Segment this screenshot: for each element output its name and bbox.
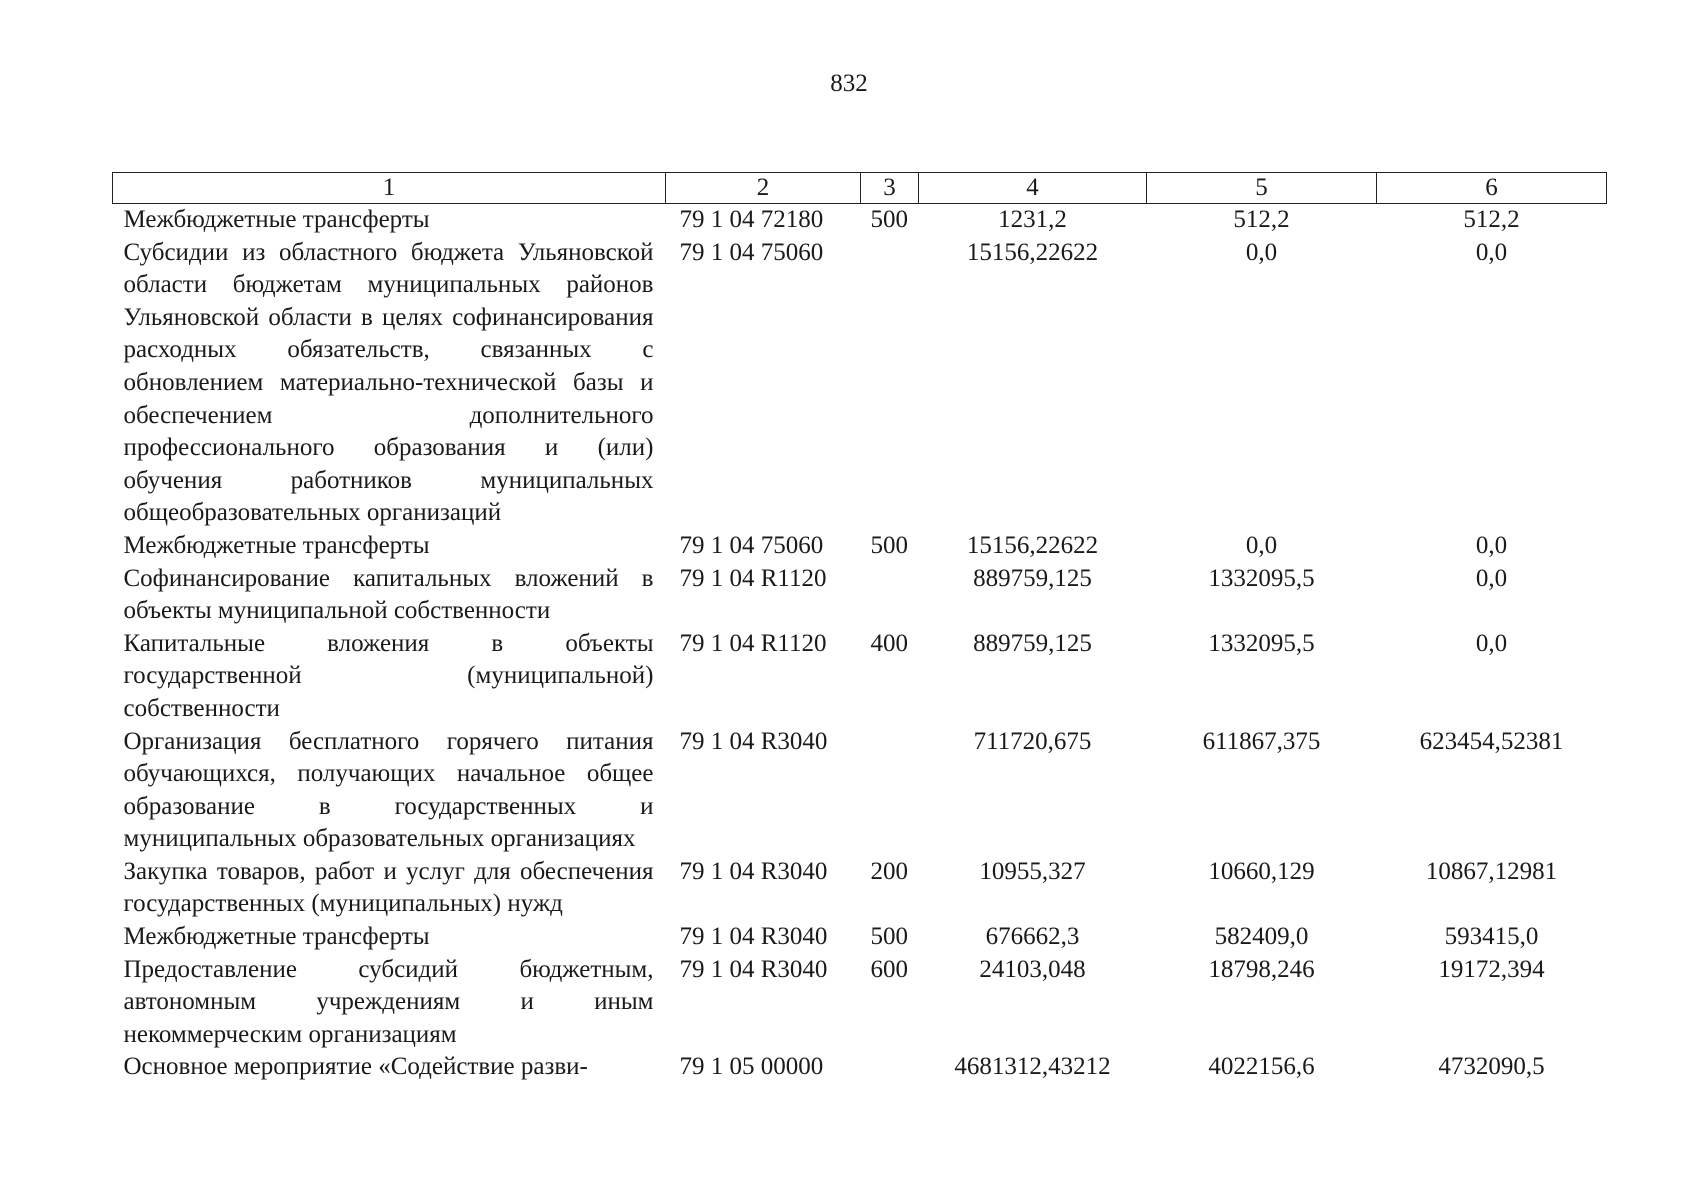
row-code: 79 1 04 R3040 — [679, 727, 828, 755]
budget-table — [112, 172, 1607, 1084]
row-code: 79 1 04 R1120 — [679, 564, 827, 592]
row-value-6: 593415,0 — [1444, 923, 1539, 951]
row-expense-type: 200 — [870, 857, 908, 885]
row-value-4: 15156,22622 — [966, 531, 1099, 559]
row-value-6: 512,2 — [1463, 206, 1520, 233]
row-value-6: 19172,394 — [1438, 955, 1545, 983]
row-value-6: 623454,52381 — [1419, 727, 1564, 755]
row-expense-type — [861, 726, 919, 856]
row-name: Основное мероприятие «Содействие разви- — [123, 1053, 588, 1081]
row-value-5: 10660,129 — [1208, 857, 1315, 885]
row-code: 79 1 04 R3040 — [679, 857, 828, 885]
column-header-3: 3 — [861, 173, 919, 204]
row-value-5: 512,2 — [1233, 206, 1290, 233]
row-expense-type: 500 — [870, 923, 908, 951]
row-value-4: 15156,22622 — [966, 238, 1099, 266]
row-value-4: 24103,048 — [979, 955, 1086, 983]
row-value-5: 0,0 — [1245, 531, 1278, 559]
row-code: 79 1 04 72180 — [679, 206, 824, 233]
table-row — [113, 530, 1607, 563]
row-value-6: 0,0 — [1475, 238, 1508, 266]
row-value-5: 18798,246 — [1208, 955, 1315, 983]
row-expense-type — [861, 563, 919, 628]
row-value-6: 0,0 — [1475, 564, 1508, 592]
row-name: Софинансирование капитальных вложений в объекты муниципальной собственности — [123, 564, 654, 625]
row-value-5: 582409,0 — [1214, 923, 1309, 951]
row-value-4: 889759,125 — [973, 629, 1092, 657]
row-expense-type: 500 — [870, 531, 908, 559]
column-header-5: 5 — [1147, 173, 1377, 204]
row-value-5: 1332095,5 — [1208, 629, 1315, 657]
row-name: Межбюджетные трансферты — [123, 531, 430, 559]
row-value-4: 10955,327 — [979, 857, 1086, 885]
table-row — [113, 628, 1607, 726]
row-value-6: 0,0 — [1475, 531, 1508, 559]
table-header — [113, 173, 1607, 204]
row-value-4: 1231,2 — [998, 206, 1067, 233]
row-name: Организация бесплатного горячего питания обучающихся, получающих начальное общее образование в государственных и муниципальных образовательных организациях — [123, 727, 654, 853]
table-row — [113, 726, 1607, 856]
row-expense-type: 600 — [870, 955, 908, 983]
row-expense-type: 400 — [870, 629, 908, 657]
row-name: Закупка товаров, работ и услуг для обеспечения государственных (муниципальных) нужд — [123, 857, 654, 918]
row-value-4: 889759,125 — [973, 564, 1092, 592]
row-value-5: 611867,375 — [1202, 727, 1321, 755]
column-header-6: 6 — [1377, 173, 1607, 204]
table-row — [113, 1051, 1607, 1084]
row-expense-type: 500 — [870, 206, 908, 233]
page-number: 832 — [830, 70, 868, 97]
row-code: 79 1 04 75060 — [679, 531, 824, 559]
row-name: Субсидии из областного бюджета Ульяновской области бюджетам муниципальных районов Ульяновской области в целях софинансирования расходных обязательств, связанных с обновлением материально-технической базы и обеспечением дополнительного профессионального образования и (или) обучения работников муниципальных общеобразовательных организаций — [123, 238, 654, 527]
row-expense-type — [861, 1051, 919, 1084]
row-name: Капитальные вложения в объекты государственной (муниципальной) собственности — [123, 629, 654, 722]
row-value-4: 4681312,43212 — [954, 1053, 1111, 1081]
row-name: Межбюджетные трансферты — [123, 206, 430, 233]
row-value-4: 711720,675 — [973, 727, 1092, 755]
row-value-5: 0,0 — [1245, 238, 1278, 266]
row-name: Межбюджетные трансферты — [123, 923, 430, 951]
row-code: 79 1 04 R3040 — [679, 955, 828, 983]
table-row — [113, 563, 1607, 628]
column-header-2: 2 — [666, 173, 861, 204]
row-value-5: 1332095,5 — [1208, 564, 1315, 592]
table-row — [113, 237, 1607, 530]
row-value-6: 4732090,5 — [1438, 1053, 1545, 1081]
column-header-4: 4 — [919, 173, 1147, 204]
row-code: 79 1 04 R1120 — [679, 629, 827, 657]
row-name: Предоставление субсидий бюджетным, автономным учреждениям и иным некоммерческим организациям — [123, 955, 654, 1048]
column-header-1: 1 — [113, 173, 666, 204]
row-code: 79 1 04 R3040 — [679, 923, 828, 951]
table-row — [113, 856, 1607, 921]
table-row — [113, 921, 1607, 954]
row-value-5: 4022156,6 — [1208, 1053, 1315, 1081]
table-row — [113, 204, 1607, 237]
table-row — [113, 954, 1607, 1052]
row-code: 79 1 04 75060 — [679, 238, 824, 266]
row-value-4: 676662,3 — [985, 923, 1080, 951]
row-value-6: 0,0 — [1475, 629, 1508, 657]
row-code: 79 1 05 00000 — [679, 1053, 824, 1081]
row-value-6: 10867,12981 — [1425, 857, 1558, 885]
row-expense-type — [861, 237, 919, 530]
